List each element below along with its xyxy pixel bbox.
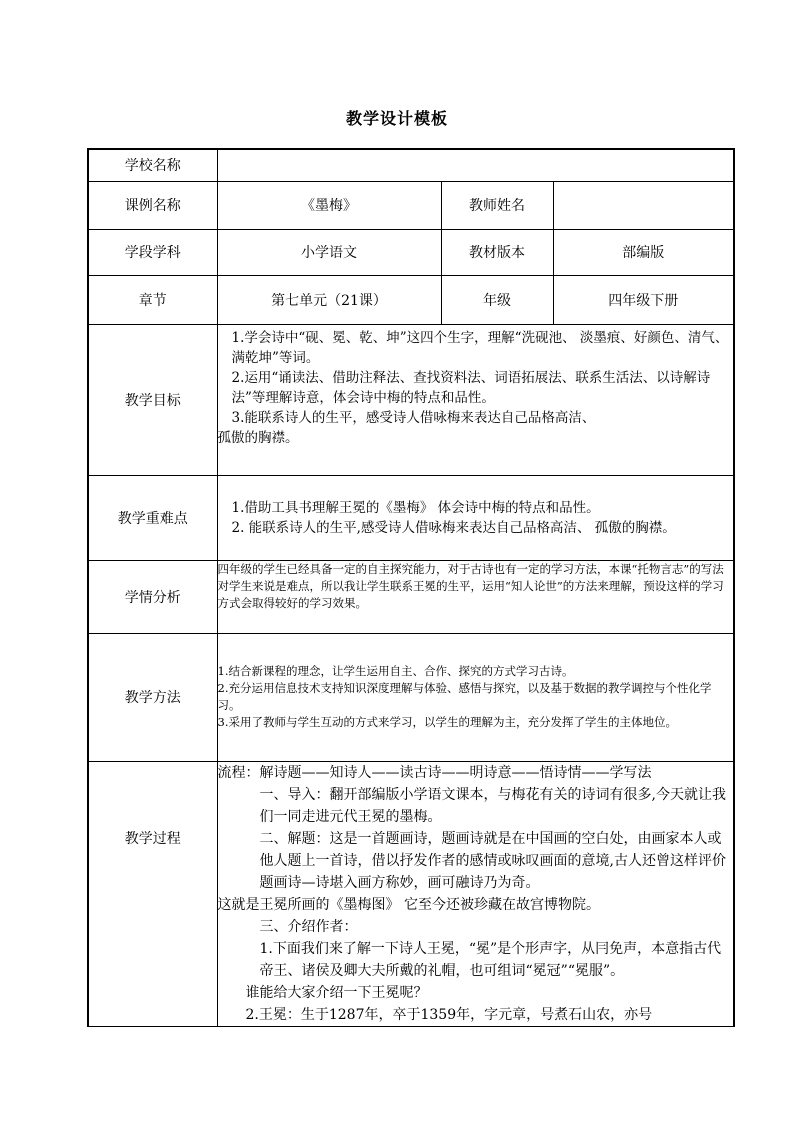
- school-label: 学校名称: [88, 149, 217, 181]
- process-flow: 流程：解诗题——知诗人——读古诗——明诗意——悟诗情——学写法: [217, 764, 652, 781]
- school-value: [217, 149, 734, 181]
- grade-label: 年级: [441, 275, 553, 324]
- process-author1: 1.下面我们来了解一下诗人王冕，“冕”是个形声字，从冃免声，本意指古代帝王、诸侯及卿大夫所戴的礼帽，也可组词“冕冠”“冕服”。: [259, 940, 722, 979]
- process-cell: [217, 761, 734, 1026]
- analysis-label: 学情分析: [88, 560, 217, 633]
- row-analysis: [88, 560, 734, 633]
- chapter-value: 第七单元（21课）: [217, 275, 441, 324]
- row-goals: [88, 324, 734, 475]
- process-intro: 一、导入：翻开部编版小学语文课本，与梅花有关的诗词有很多,今天就让我们一同走进元代王冕的墨梅。: [259, 786, 726, 825]
- course-value: 《墨梅》: [217, 181, 441, 229]
- focus-item: 1.借助工具书理解王冕的《墨梅》 体会诗中梅的特点和品性。: [231, 499, 600, 516]
- goal-item: 2.运用“诵读法、借助注释法、查找资料法、词语拓展法、联系生活法、以诗解诗法”等理解诗意，体会诗中梅的特点和品性。: [231, 369, 711, 406]
- edition-label: 教材版本: [441, 229, 553, 275]
- row-process: [88, 761, 734, 1026]
- edition-value: 部编版: [553, 229, 734, 275]
- focus-item: 2. 能联系诗人的生平,感受诗人借咏梅来表达自己品格高洁、 孤傲的胸襟。: [231, 519, 676, 536]
- method-label: 教学方法: [88, 633, 217, 761]
- row-method: [88, 633, 734, 761]
- goals-label: 教学目标: [88, 324, 217, 475]
- process-label: 教学过程: [88, 761, 217, 1026]
- method-item: 1.结合新课程的理念，让学生运用自主、合作、探究的方式学习古诗。: [217, 664, 574, 678]
- method-item: 3.采用了教师与学生互动的方式来学习，以学生的理解为主，充分发挥了学生的主体地位。: [217, 715, 677, 729]
- teacher-label: 教师姓名: [441, 181, 553, 229]
- course-label: 课例名称: [88, 181, 217, 229]
- grade-value: 四年级下册: [553, 275, 734, 324]
- row-school: [88, 149, 734, 181]
- goal-item: 3.能联系诗人的生平，感受诗人借咏梅来表达自己品格高洁、: [231, 409, 596, 426]
- goal-item: 孤傲的胸襟。: [217, 429, 299, 446]
- analysis-cell: [217, 560, 734, 633]
- chapter-label: 章节: [88, 275, 217, 324]
- process-explain2: 这就是王冕所画的《墨梅图》 它至今还被珍藏在故宫博物院。: [217, 896, 600, 913]
- goal-item: 1.学会诗中“砚、冕、乾、坤”这四个生字，理解“洗砚池、 淡墨痕、好颜色、清气、满乾坤”等词。: [231, 329, 729, 366]
- process-explain: 二、解题：这是一首题画诗，题画诗就是在中国画的空白处，由画家本人或他人题上一首诗，借以抒发作者的感情或咏叹画面的意境,古人还曾这样评价题画诗—诗堪入画方称妙，画可融诗乃为奇。: [259, 830, 726, 891]
- process-author-question: 谁能给大家介绍一下王冕呢？: [245, 984, 428, 1001]
- focus-cell: [217, 475, 734, 560]
- row-subject: [88, 229, 734, 275]
- subject-label: 学段学科: [88, 229, 217, 275]
- subject-value: 小学语文: [217, 229, 441, 275]
- goals-cell: [217, 324, 734, 475]
- page-title: 教学设计模板: [345, 109, 448, 128]
- analysis-text: 四年级的学生已经具备一定的自主探究能力，对于古诗也有一定的学习方法，本课“托物言志”的写法对学生来说是难点，所以我让学生联系王冕的生平，运用“知人论世”的方法来理解，预设这样的学习方式会取得较好的学习效果。: [217, 561, 724, 610]
- row-course: [88, 181, 734, 229]
- focus-label: 教学重难点: [88, 475, 217, 560]
- lesson-plan-table: [87, 148, 735, 1027]
- teacher-value: [553, 181, 734, 229]
- row-focus: [88, 475, 734, 560]
- row-chapter: [88, 275, 734, 324]
- method-cell: [217, 633, 734, 761]
- method-item: 2.充分运用信息技术支持知识深度理解与体验、感悟与探究，以及基于数据的教学调控与个性化学习。: [217, 681, 712, 712]
- process-author-head: 三、介绍作者：: [259, 918, 358, 935]
- process-author2: 2.王冕：生于1287年，卒于1359年，字元章，号煮石山农，亦号: [245, 1006, 653, 1023]
